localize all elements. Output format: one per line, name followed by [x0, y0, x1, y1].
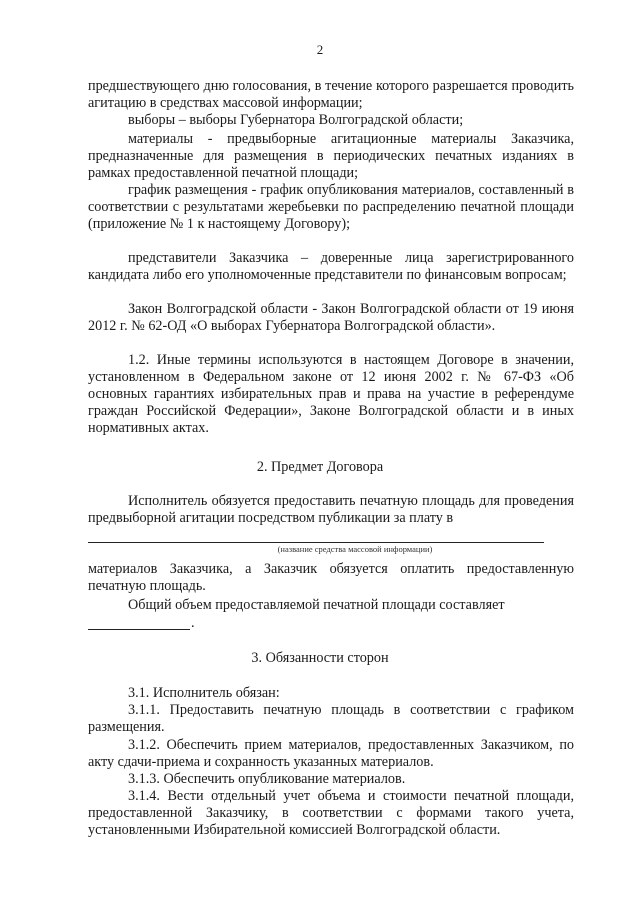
page-number: 2 [316, 42, 324, 57]
total-volume-blank [88, 629, 190, 630]
item-3-1: 3.1. Исполнитель обязан: [128, 685, 280, 701]
section-3-heading: 3. Обязанности сторон [251, 650, 389, 666]
media-name-caption: (название средства массовой информации) [277, 544, 433, 554]
section-2-heading: 2. Предмет Договора [256, 459, 384, 475]
item-3-1-3: 3.1.3. Обеспечить опубликование материалов. [128, 771, 406, 787]
total-volume-period: . [191, 615, 195, 631]
paragraph-definition-materials: материалы - предвыборные агитационные материалы Заказчика, предназначенные для размещения в периодических печатных изданиях в рамках предоставленной печатной площади; [88, 131, 574, 181]
paragraph-definition-elections: выборы – выборы Губернатора Волгоградской области; [128, 112, 464, 128]
item-3-1-2: 3.1.2. Обеспечить прием материалов, предоставленных Заказчиком, по акту сдачи-приема и сохранность указанных материалов. [88, 737, 574, 770]
paragraph-election-silence: предшествующего дню голосования, в течение которого разрешается проводить агитацию в средствах массовой информации; [88, 78, 574, 111]
paragraph-definition-representatives: представители Заказчика – доверенные лица зарегистрированного кандидата либо его уполномоченные представители по финансовым вопросам; [88, 250, 574, 283]
paragraph-subject: Исполнитель обязуется предоставить печатную площадь для проведения предвыборной агитации посредством публикации за плату в [88, 493, 574, 526]
media-name-blank [88, 542, 544, 543]
paragraph-other-terms: 1.2. Иные термины используются в настоящем Договоре в значении, установленном в Федеральном законе от 12 июня 2002 г. № 67-ФЗ «Об основных гарантиях избирательных прав и права на участие в референдуме граждан Российской Федерации», Законе Волгоградской области и в иных нормативных актах. [88, 352, 574, 436]
paragraph-definition-regional-law: Закон Волгоградской области - Закон Волгоградской области от 19 июня 2012 г. № 62-ОД «О выборах Губернатора Волгоградской области». [88, 301, 574, 334]
paragraph-definition-schedule: график размещения - график опубликования материалов, составленный в соответствии с результатами жеребьевки по распределению печатной площади (приложение № 1 к настоящему Договору); [88, 182, 574, 232]
paragraph-total-volume: Общий объем предоставляемой печатной площади составляет [128, 597, 505, 613]
paragraph-customer-pays: материалов Заказчика, а Заказчик обязуется оплатить предоставленную печатную площадь. [88, 561, 574, 594]
item-3-1-4: 3.1.4. Вести отдельный учет объема и стоимости печатной площади, предоставленной Заказчику, в соответствии с формами такого учета, установленными Избирательной комиссией Волгоградской области. [88, 788, 574, 838]
item-3-1-1: 3.1.1. Предоставить печатную площадь в соответствии с графиком размещения. [88, 702, 574, 735]
